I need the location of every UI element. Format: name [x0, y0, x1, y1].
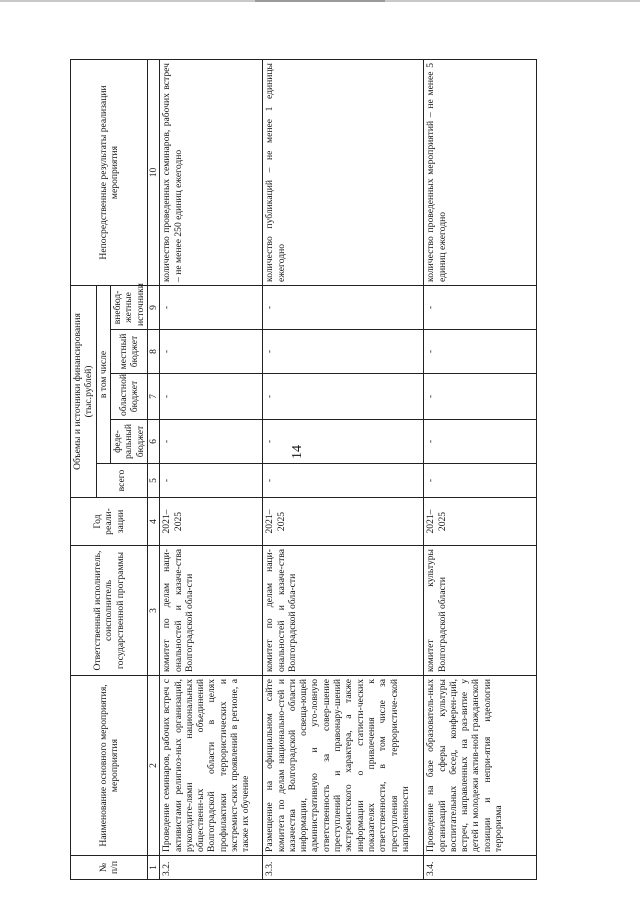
row-number: 3.2. — [160, 856, 263, 880]
header-local: местный бюджет — [110, 330, 147, 374]
header-federal: феде-ральный бюджет — [110, 420, 147, 464]
row-number: 3.3. — [263, 856, 424, 880]
column-index: 3 — [147, 546, 159, 676]
column-index: 4 — [147, 498, 159, 546]
funding-regional: - — [424, 374, 537, 420]
executor: комитет по делам наци-ональностей и казаче-ства Волгоградской обла-сти — [160, 546, 263, 676]
funding-total: - — [160, 464, 263, 498]
column-index: 6 — [147, 420, 159, 464]
header-year: Год реали-зации — [71, 498, 148, 546]
table-row — [160, 59, 263, 879]
program-table — [70, 59, 537, 880]
column-index: 7 — [147, 374, 159, 420]
column-index: 8 — [147, 330, 159, 374]
funding-total: - — [263, 464, 424, 498]
funding-local: - — [263, 330, 424, 374]
funding-regional: - — [263, 374, 424, 420]
header-results: Непосредственные результаты реализации мероприятия — [71, 59, 148, 285]
implementation-year: 2021–2025 — [424, 498, 537, 546]
page-number: 14 — [290, 445, 305, 459]
funding-extra: - — [160, 285, 263, 329]
activity-name: Размещение на официальном сайте комитета по делам национально-стей и казачества Волгоградской области информации, освеща-ющей административную и уго-ловную ответственность за совер-шение преступлений и правонару-шений экстремистского характера, а также информации о статисти-ческих показателях привлечения к ответственности, в том числе за преступления террористиче-ской направленности — [263, 676, 424, 856]
header-name: Наименование основного мероприятия, мероприятия — [71, 676, 148, 856]
header-regional: областной бюджет — [110, 374, 147, 420]
header-funding: Объемы и источники финансирования (тыс.рублей) — [71, 285, 97, 497]
funding-local: - — [160, 330, 263, 374]
column-index: 1 — [147, 856, 159, 880]
implementation-year: 2021–2025 — [263, 498, 424, 546]
header-total: всего — [96, 464, 147, 498]
table-row — [424, 59, 537, 879]
executor: комитет культуры Волгоградской области — [424, 546, 537, 676]
activity-name: Проведение семинаров, рабочих встреч с активистами религиоз-ных организаций, руководите-лями национальных общественн-ых объединений Волгоградской области в целях профилактики террористических и экстремист-ских проявлений в регионе, а также их обучение — [160, 676, 263, 856]
funding-extra: - — [424, 285, 537, 329]
funding-regional: - — [160, 374, 263, 420]
header-no: № п/п — [71, 856, 148, 880]
header-executor: Ответственный исполнитель, соисполнитель государственной программы — [71, 546, 148, 676]
header-extra: внебюд-жетные источники — [110, 285, 147, 329]
header-row — [71, 59, 97, 879]
column-index-row — [147, 59, 159, 879]
column-index: 9 — [147, 285, 159, 329]
header-including: в том числе — [96, 285, 110, 463]
scan-edge-mark — [255, 0, 385, 2]
executor: комитет по делам наци-ональностей и казаче-ства Волгоградской обла-сти — [263, 546, 424, 676]
column-index: 10 — [147, 59, 159, 285]
expected-result: количество проведенных семинаров, рабочих встреч – не менее 250 единиц ежегодно — [160, 59, 263, 285]
funding-federal: - — [424, 420, 537, 464]
column-index: 5 — [147, 464, 159, 498]
funding-federal: - — [160, 420, 263, 464]
document-sheet — [70, 60, 505, 880]
funding-local: - — [424, 330, 537, 374]
funding-total: - — [424, 464, 537, 498]
expected-result: количество публикаций – не менее 1 единицы ежегодно — [263, 59, 424, 285]
activity-name: Проведение на базе образователь-ных организаций сферы культуры воспитательных бесед, конферен-ций, встреч, направленных на раз-витие у детей и молодежи актив-ной гражданской позиции и непри-ятия идеологии терроризма — [424, 676, 537, 856]
table-row — [263, 59, 424, 879]
funding-federal: - — [263, 420, 424, 464]
column-index: 2 — [147, 676, 159, 856]
funding-extra: - — [263, 285, 424, 329]
row-number: 3.4. — [424, 856, 537, 880]
expected-result: количество проведенных мероприятий – не менее 5 единиц ежегодно — [424, 59, 537, 285]
implementation-year: 2021–2025 — [160, 498, 263, 546]
